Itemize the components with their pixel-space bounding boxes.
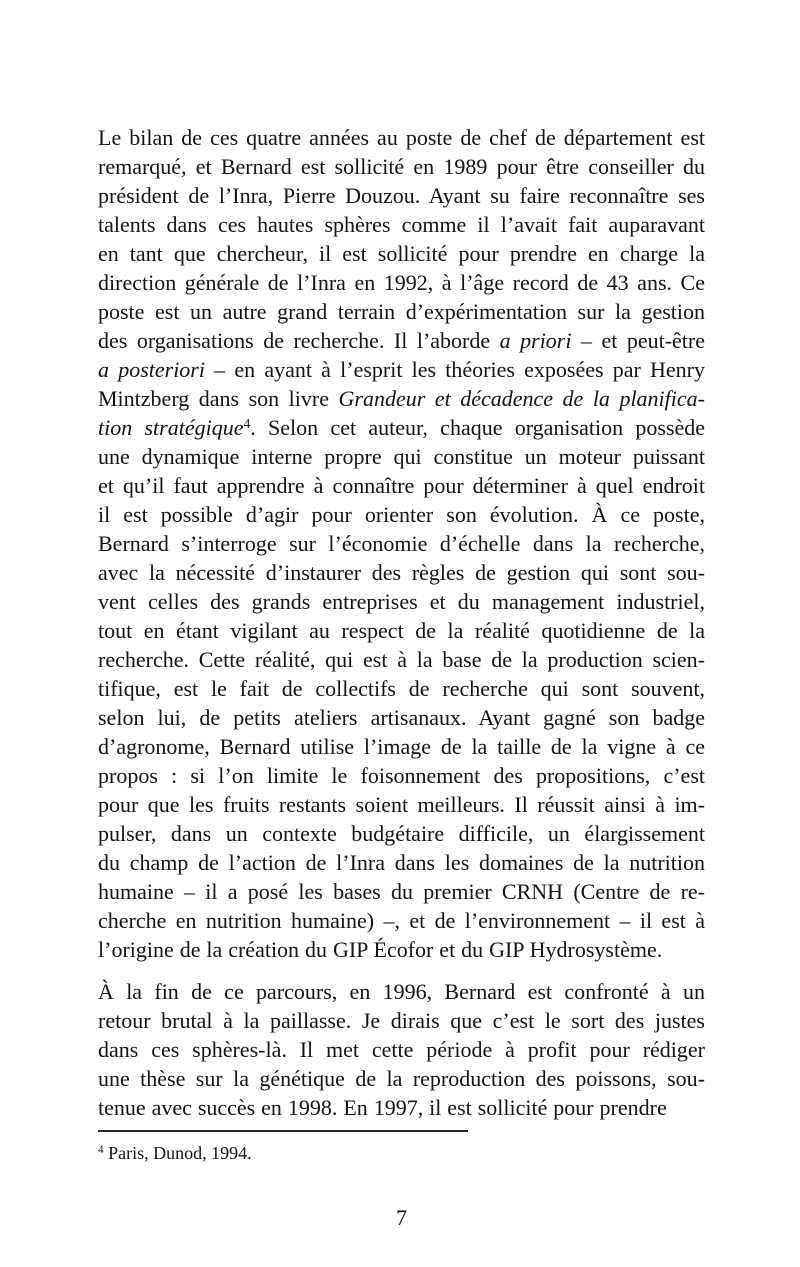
text-line [98, 123, 705, 152]
page-number: 7 [396, 1205, 407, 1230]
body-text: À la fin de ce parcours, en 1996, Bernard est confronté à un [98, 979, 705, 1004]
text-line [98, 268, 705, 297]
body-text: tenue avec succès en 1998. En 1997, il est sollicité pour prendre [98, 1095, 667, 1120]
body-text: avec la nécessité d’instaurer des règles de gestion qui sont sou- [98, 560, 705, 585]
italic-text: Grandeur et décadence de la planifica- [338, 386, 705, 411]
text-line [98, 500, 705, 529]
text-line [98, 471, 705, 500]
text-line [98, 442, 705, 471]
text-line [98, 413, 705, 442]
body-text: il est possible d’agir pour orienter son évolution. À ce poste, [98, 502, 705, 527]
text-line [98, 152, 705, 181]
body-text: humaine – il a posé les bases du premier CRNH (Centre de re- [98, 879, 705, 904]
paragraph [98, 123, 705, 964]
text-line [98, 384, 705, 413]
body-text: tout en étant vigilant au respect de la réalité quotidienne de la [98, 618, 705, 643]
text-line [98, 977, 705, 1006]
text-line [98, 326, 705, 355]
body-text: recherche. Cette réalité, qui est à la base de la production scien- [98, 647, 705, 672]
text-line [98, 181, 705, 210]
body-text: poste est un autre grand terrain d’expérimentation sur la gestion [98, 299, 705, 324]
body-text: direction générale de l’Inra en 1992, à l’âge record de 43 ans. Ce [98, 270, 705, 295]
body-text: une thèse sur la génétique de la reproduction des poissons, sou- [98, 1066, 705, 1091]
text-line [98, 906, 705, 935]
body-text: remarqué, et Bernard est sollicité en 1989 pour être conseiller du [98, 154, 705, 179]
italic-text: tion stratégique [98, 415, 244, 440]
body-text: – en ayant à l’esprit les théories exposées par Henry [204, 357, 705, 382]
text-line [98, 877, 705, 906]
italic-text: a posteriori [98, 357, 205, 382]
footnote-reference: 4 [243, 415, 251, 431]
text-line [98, 210, 705, 239]
body-text: pulser, dans un contexte budgétaire difficile, un élargissement [98, 821, 705, 846]
text-line [98, 1006, 705, 1035]
text-line [98, 616, 705, 645]
body-text: l’origine de la création du GIP Écofor et du GIP Hydrosystème. [98, 937, 663, 962]
body-text: Le bilan de ces quatre années au poste de chef de département est [98, 125, 705, 150]
body-text: des organisations de recherche. Il l’aborde [98, 328, 500, 353]
body-text: tifique, est le fait de collectifs de recherche qui sont souvent, [98, 676, 705, 701]
body-text: pour que les fruits restants soient meilleurs. Il réussit ainsi à im- [98, 792, 705, 817]
text-line [98, 355, 705, 384]
footnote-text: Paris, Dunod, 1994. [108, 1143, 252, 1163]
text-line [98, 1093, 705, 1122]
body-text: président de l’Inra, Pierre Douzou. Ayant su faire reconnaître ses [98, 183, 705, 208]
footnote-marker: 4 [98, 1143, 104, 1156]
text-line [98, 239, 705, 268]
body-text: en tant que chercheur, il est sollicité pour prendre en charge la [98, 241, 705, 266]
paragraph [98, 977, 705, 1122]
body-text: vent celles des grands entreprises et du management industriel, [98, 589, 705, 614]
text-line [98, 529, 705, 558]
body-text: Bernard s’interroge sur l’économie d’échelle dans la recherche, [98, 531, 705, 556]
text-line [98, 587, 705, 616]
text-line [98, 819, 705, 848]
text-block [98, 123, 705, 1122]
text-line [98, 674, 705, 703]
footnote-divider [98, 1130, 468, 1132]
text-line [98, 558, 705, 587]
italic-text: a priori [499, 328, 572, 353]
body-text: d’agronome, Bernard utilise l’image de la taille de la vigne à ce [98, 734, 705, 759]
text-line [98, 790, 705, 819]
body-text: . Selon cet auteur, chaque organisation possède [250, 415, 705, 440]
footnote [98, 1141, 705, 1165]
text-line [98, 761, 705, 790]
body-text: propos : si l’on limite le foisonnement des propositions, c’est [98, 763, 705, 788]
body-text: talents dans ces hautes sphères comme il l’avait fait auparavant [98, 212, 705, 237]
body-text: une dynamique interne propre qui constitue un moteur puissant [98, 444, 705, 469]
body-text: Mintzberg dans son livre [98, 386, 339, 411]
text-line [98, 732, 705, 761]
text-line [98, 645, 705, 674]
body-text: et qu’il faut apprendre à connaître pour déterminer à quel endroit [98, 473, 705, 498]
body-text: cherche en nutrition humaine) –, et de l’environnement – il est à [98, 908, 705, 933]
body-text: du champ de l’action de l’Inra dans les domaines de la nutrition [98, 850, 705, 875]
text-line [98, 297, 705, 326]
text-line [98, 848, 705, 877]
text-line [98, 703, 705, 732]
text-line [98, 1064, 705, 1093]
body-text: – et peut-être [571, 328, 705, 353]
body-text: retour brutal à la paillasse. Je dirais que c’est le sort des justes [98, 1008, 705, 1033]
text-line [98, 1035, 705, 1064]
body-text: dans ces sphères-là. Il met cette période à profit pour rédiger [98, 1037, 705, 1062]
text-line [98, 935, 705, 964]
body-text: selon lui, de petits ateliers artisanaux. Ayant gagné son badge [98, 705, 705, 730]
